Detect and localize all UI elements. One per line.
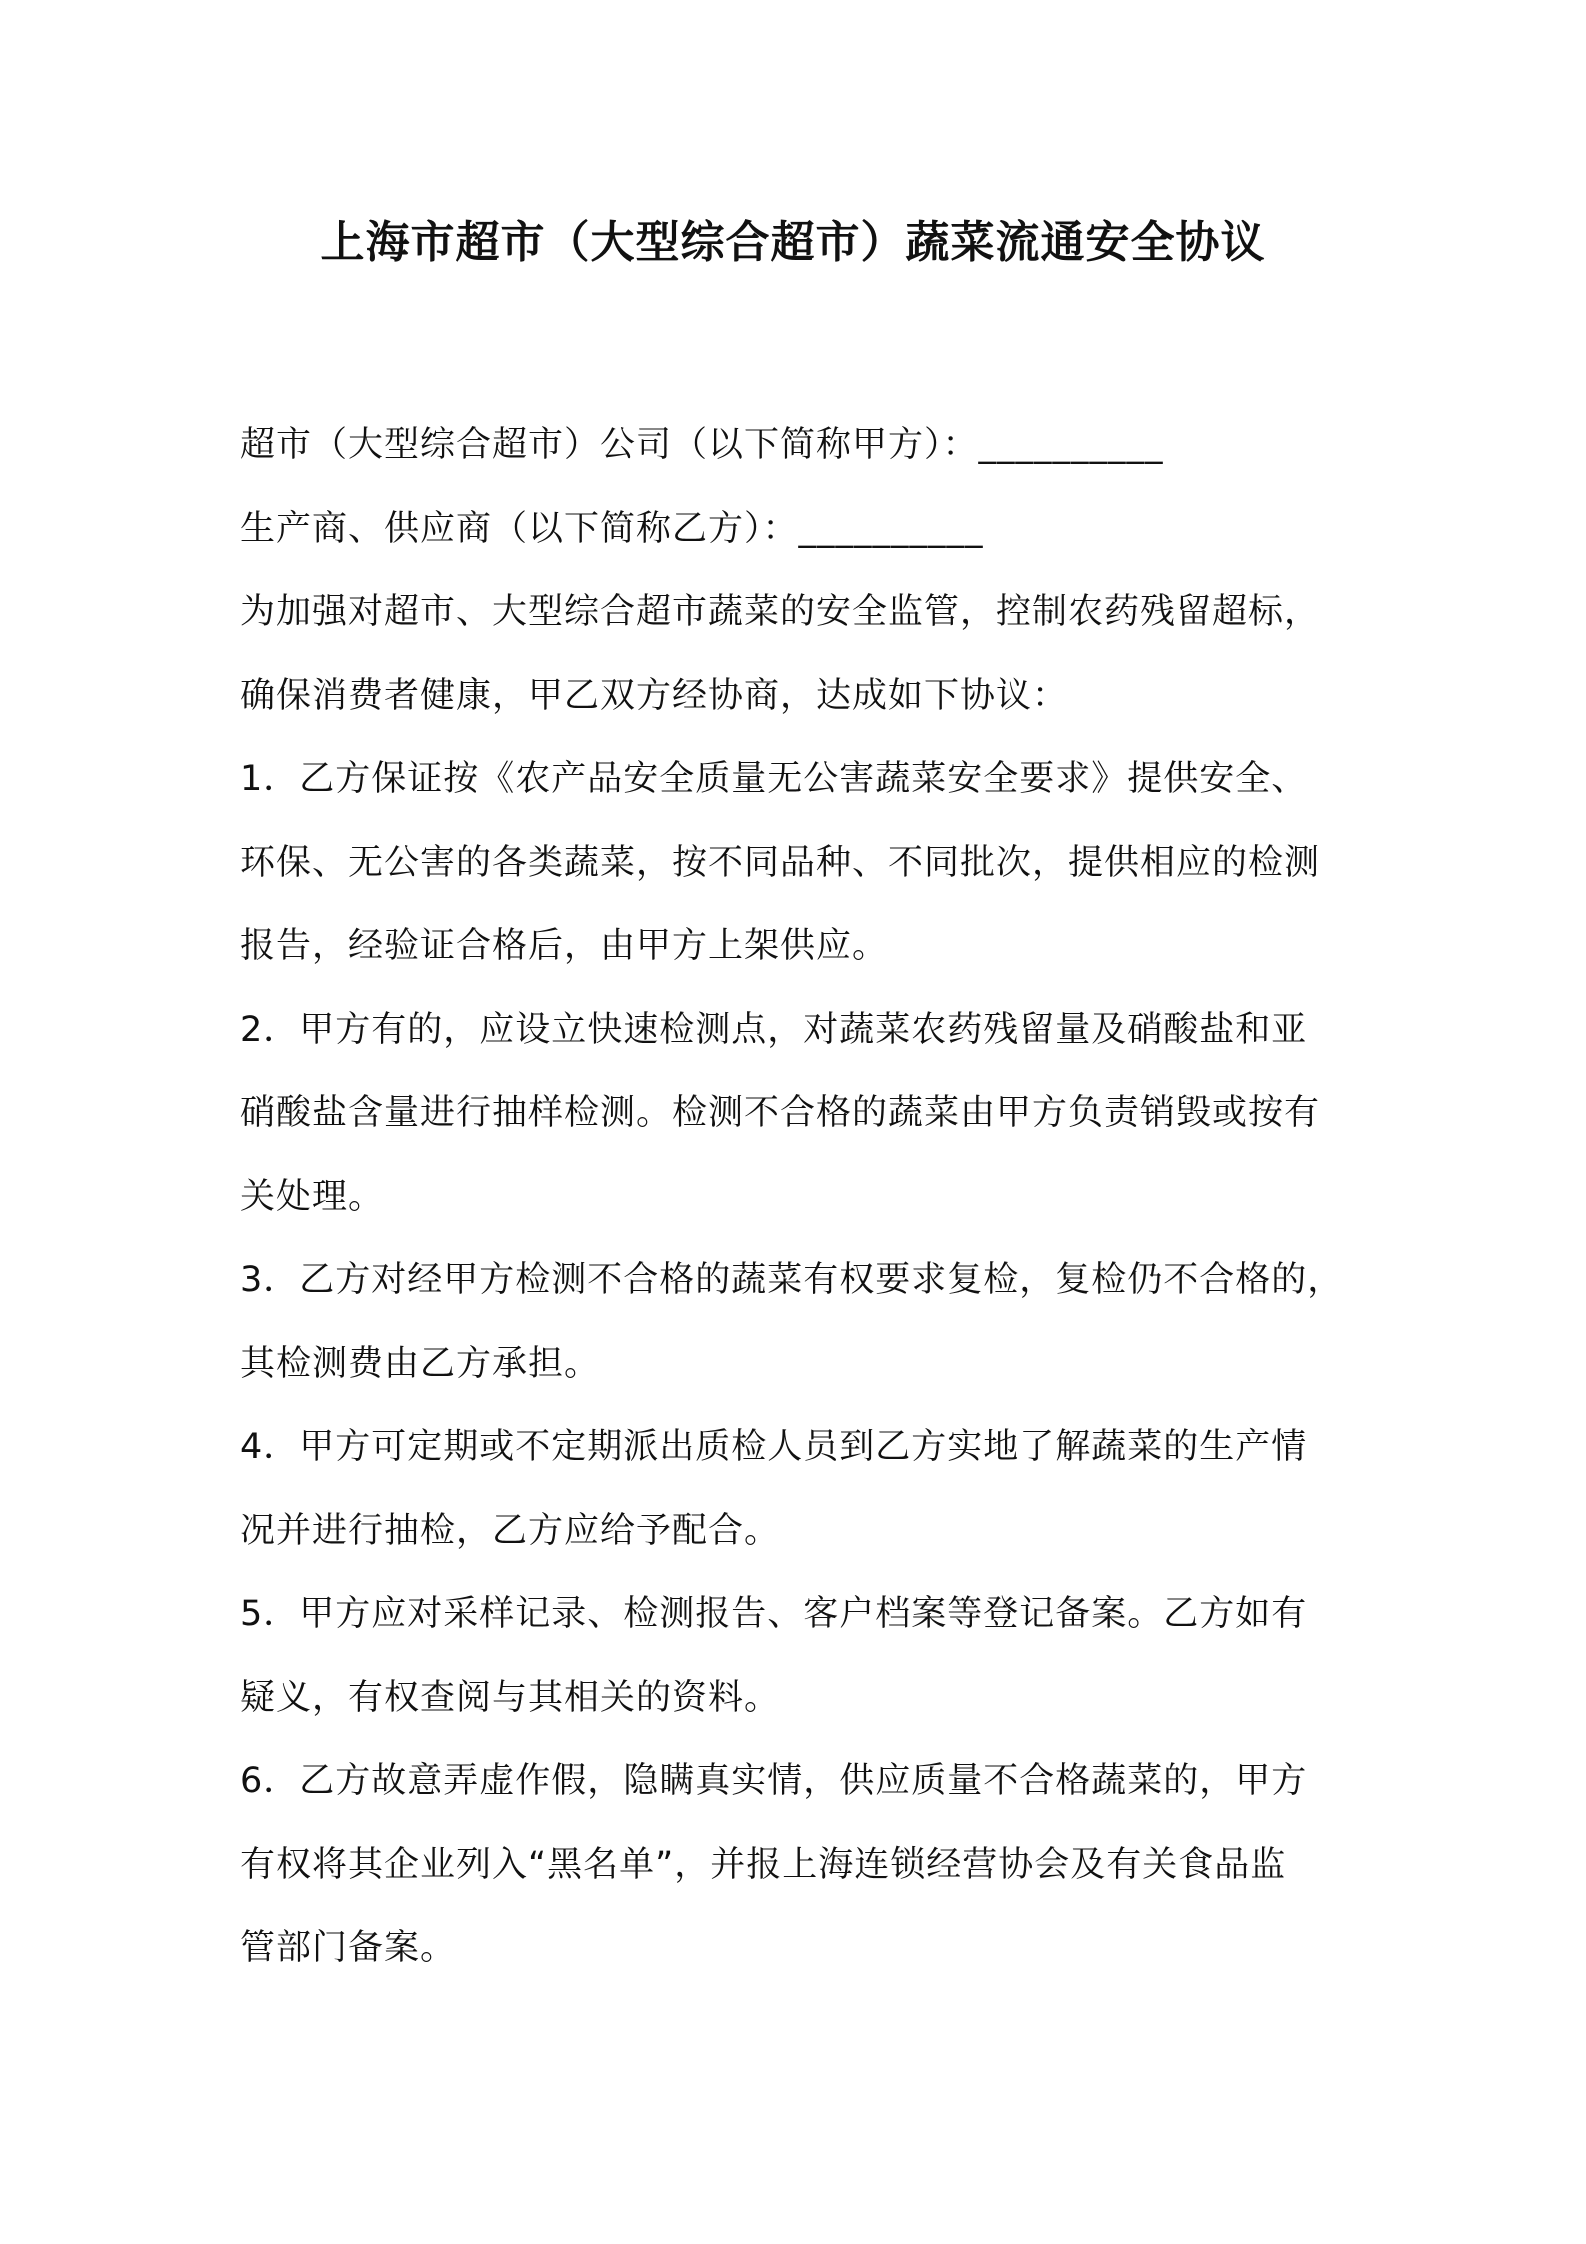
intro-line: 为加强对超市、大型综合超市蔬菜的安全监管，控制农药残留超标， bbox=[240, 592, 1321, 632]
clause-1-line: 报告，经验证合格后，由甲方上架供应。 bbox=[240, 926, 889, 966]
clause-5-line: 疑义，有权查阅与其相关的资料。 bbox=[240, 1677, 781, 1718]
intro-line: 确保消费者健康，甲乙双方经协商，达成如下协议： bbox=[240, 675, 1069, 716]
clause-3-line: 其检测费由乙方承担。 bbox=[240, 1343, 601, 1384]
clause-6-line: 有权将其企业列入“黑名单”，并报上海连锁经营协会及有关食品监 bbox=[240, 1844, 1287, 1885]
document-body bbox=[240, 404, 1390, 1991]
clause-6-line: 6．乙方故意弄虚作假，隐瞒真实情，供应质量不合格蔬菜的，甲方 bbox=[240, 1761, 1308, 1801]
clause-5-line: 5．甲方应对采样记录、检测报告、客户档案等登记备案。乙方如有 bbox=[240, 1594, 1308, 1634]
clause-3-line: 3．乙方对经甲方检测不合格的蔬菜有权要求复检，复检仍不合格的， bbox=[240, 1260, 1344, 1300]
clause-6-line: 管部门备案。 bbox=[240, 1928, 457, 1968]
clause-4-line: 4．甲方可定期或不定期派出质检人员到乙方实地了解蔬菜的生产情 bbox=[240, 1427, 1308, 1467]
clause-1-line: 1．乙方保证按《农产品安全质量无公害蔬菜安全要求》提供安全、 bbox=[240, 759, 1308, 799]
party-b-line: 生产商、供应商（以下简称乙方）：__________ bbox=[240, 508, 984, 549]
clause-4-line: 况并进行抽检，乙方应给予配合。 bbox=[240, 1510, 781, 1551]
clause-2-line: 关处理。 bbox=[240, 1176, 385, 1217]
clause-2-line: 硝酸盐含量进行抽样检测。检测不合格的蔬菜由甲方负责销毁或按有 bbox=[240, 1093, 1321, 1133]
document-title: 上海市超市（大型综合超市）蔬菜流通安全协议 bbox=[320, 217, 1266, 268]
party-a-line: 超市（大型综合超市）公司（以下简称甲方）：__________ bbox=[240, 425, 1164, 465]
clause-2-line: 2．甲方有的，应设立快速检测点，对蔬菜农药残留量及硝酸盐和亚 bbox=[240, 1009, 1308, 1050]
clause-1-line: 环保、无公害的各类蔬菜，按不同品种、不同批次，提供相应的检测 bbox=[240, 842, 1321, 883]
